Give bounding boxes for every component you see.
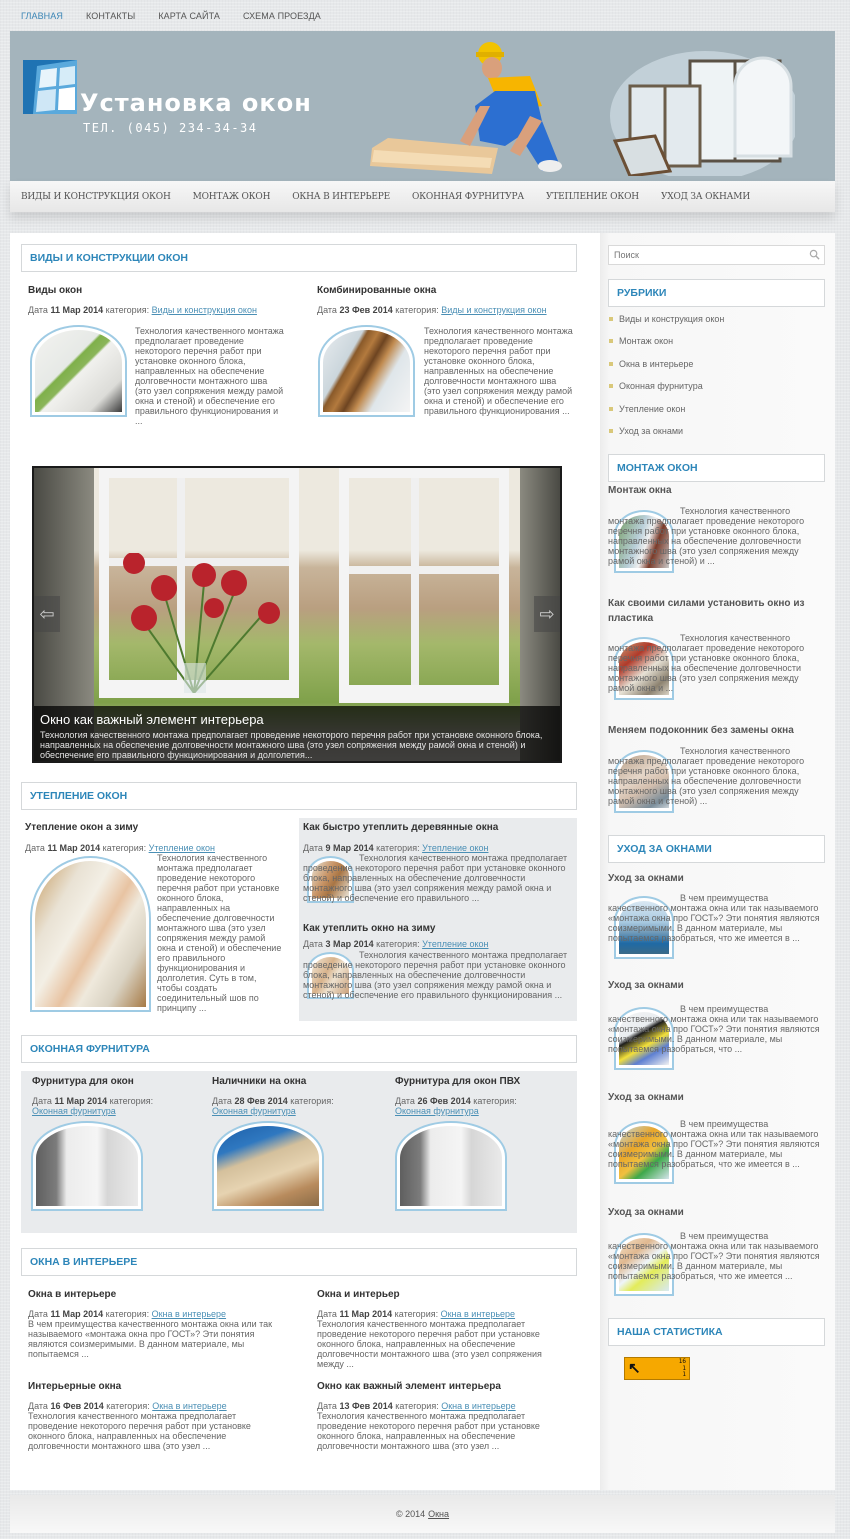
category-link[interactable]: Утепление окон: [148, 843, 216, 853]
post-date: 16 Фев 2014: [50, 1401, 104, 1411]
post-meta: [25, 843, 285, 853]
post-date: 13 Фев 2014: [339, 1401, 393, 1411]
post-date: 11 Мар 2014: [54, 1096, 108, 1106]
sidebar-post-excerpt: В чем преимущества качественного монтажа окна или так называемого «монтажа окна про ГОСТ»? Эти понятия являются соизмеримыми. В данном материале, мы попытаемся разобраться, что же имеется в ...: [608, 1119, 820, 1169]
sidebar-post-title[interactable]: Уход за окнами: [608, 1092, 684, 1103]
sidebar-title-stats: НАША СТАТИСТИКА: [608, 1318, 825, 1346]
post-meta: [28, 305, 278, 315]
footer-copyright: © 2014: [395, 1509, 426, 1519]
category-label: категория:: [106, 1401, 150, 1411]
rubric-item[interactable]: [609, 314, 724, 324]
main-nav-interior[interactable]: ОКНА В ИНТЕРЬЕРЕ: [292, 191, 390, 202]
post-thumbnail[interactable]: [30, 325, 127, 417]
rubric-item[interactable]: [609, 336, 673, 346]
main-nav-insulation[interactable]: УТЕПЛЕНИЕ ОКОН: [546, 191, 639, 202]
post-date: 3 Мар 2014: [325, 939, 374, 949]
main-nav: [10, 181, 835, 212]
category-link[interactable]: Оконная фурнитура: [32, 1106, 116, 1116]
bullet-icon: [609, 317, 613, 321]
date-label: Дата: [395, 1096, 415, 1106]
rubric-label[interactable]: Окна в интерьере: [619, 359, 694, 369]
main-nav-hardware[interactable]: ОКОННАЯ ФУРНИТУРА: [411, 191, 525, 202]
arrow-up-left-icon: ↖: [628, 1360, 641, 1377]
post-meta: [317, 1309, 577, 1319]
category-label: категория:: [395, 305, 439, 315]
category-label: категория:: [395, 1401, 439, 1411]
post-meta: [395, 1096, 535, 1116]
category-link[interactable]: Окна в интерьере: [152, 1401, 227, 1411]
date-label: Дата: [317, 1401, 337, 1411]
post-excerpt: Технология качественного монтажа предполагает проведение некоторого перечня работ при установке оконного блока, направленных на обеспечение долговечности монтажного шва (это узел ...: [317, 1411, 540, 1451]
window-logo-icon[interactable]: [23, 60, 77, 114]
top-nav: [21, 11, 344, 21]
slider-caption-text: Технология качественного монтажа предполагает проведение некоторого перечня работ при установке оконного блока, направленных на обеспечение долговечности монтажного шва (это узел сопряжения между рамой окна и стеной) и обеспечение его правильного функционирования и долголетия...: [40, 730, 543, 760]
rubric-item[interactable]: [609, 381, 703, 391]
post-title[interactable]: Окна в интерьере: [28, 1289, 117, 1300]
post-title[interactable]: Окна и интерьер: [317, 1289, 400, 1300]
post-title[interactable]: Как утеплить окно на зиму: [303, 923, 436, 934]
post-meta: [28, 1401, 288, 1411]
date-label: Дата: [212, 1096, 232, 1106]
category-label: категория:: [376, 843, 420, 853]
sidebar-post-excerpt: Технология качественного монтажа предполагает проведение некоторого перечня работ при установке оконного блока, направленных на обеспечение долговечности монтажного шва (это узел сопряжения между рамой окна и стеной) и ...: [608, 506, 805, 566]
date-label: Дата: [32, 1096, 52, 1106]
post-date: 9 Мар 2014: [325, 843, 374, 853]
post-excerpt: Технология качественного монтажа предполагает проведение некоторого перечня работ при установке оконного блока, направленных на обеспечение долговечности монтажного шва (это узел сопряжения между рамой окна и стеной) и обеспечение его правильного функционирования ...: [424, 326, 573, 416]
search-icon[interactable]: [809, 249, 820, 260]
rubric-item[interactable]: [609, 359, 693, 369]
post-excerpt: Технология качественного монтажа предполагает проведение некоторого перечня работ при установке оконного блока, направленных на обеспечение долговечности монтажного шва (это узел сопряжения между рамой окна и стеной) и обеспечение его правильного функционирования и долголетия. Суть в том, чтобы создать соединительный шов по принципу ...: [157, 853, 282, 1013]
section-title-hardware: ОКОННАЯ ФУРНИТУРА: [21, 1035, 577, 1063]
post-excerpt: Технология качественного монтажа предполагает проведение некоторого перечня работ при установке оконного блока, направленных на обеспечение долговечности монтажного шва (это узел сопряжения между рамой окна и стеной) и обеспечение его правильного ...: [303, 853, 568, 903]
post-excerpt: Технология качественного монтажа предполагает проведение некоторого перечня работ при установке оконного блока, направленных на обеспечение долговечности монтажного шва (это узел сопряжения между рамой окна и стеной) и обеспечение его правильного функционирования ...: [303, 950, 568, 1000]
post-meta: [317, 305, 567, 315]
sidebar-post-title[interactable]: Как своими силами установить окно из пластика: [608, 598, 805, 624]
post-meta: [32, 1096, 172, 1116]
section-title-insulation: УТЕПЛЕНИЕ ОКОН: [21, 782, 577, 810]
post-title[interactable]: Фурнитура для окон: [32, 1076, 134, 1087]
category-link[interactable]: Утепление окон: [422, 843, 489, 853]
category-link[interactable]: Окна в интерьере: [151, 1309, 227, 1319]
bullet-icon: [609, 384, 613, 388]
arrow-right-icon: ⇨: [539, 603, 555, 624]
category-link[interactable]: Оконная фурнитура: [395, 1106, 479, 1116]
post-excerpt: Технология качественного монтажа предполагает проведение некоторого перечня работ при установке оконного блока, направленных на обеспечение долговечности монтажного шва (это узел сопряжения между ...: [317, 1319, 542, 1369]
post-thumbnail[interactable]: [30, 856, 151, 1012]
category-link[interactable]: Виды и конструкция окон: [441, 305, 547, 315]
search-box: [608, 245, 825, 265]
counter-line: 1: [682, 1364, 686, 1372]
category-label: категория:: [376, 939, 420, 949]
top-nav-home[interactable]: ГЛАВНАЯ: [21, 11, 63, 21]
post-title[interactable]: Интерьерные окна: [28, 1381, 122, 1392]
date-label: Дата: [317, 1309, 337, 1319]
post-title[interactable]: Как быстро утеплить деревянные окна: [303, 822, 499, 833]
header-phone: ТЕЛ. (045) 234-34-34: [83, 121, 258, 135]
post-date: 11 Мар 2014: [339, 1309, 393, 1319]
rubric-label[interactable]: Виды и конструкция окон: [619, 314, 725, 324]
post-date: 11 Мар 2014: [47, 843, 101, 853]
site-logo-text: Установка окон: [80, 89, 312, 117]
counter-line: 1: [682, 1371, 686, 1378]
category-label: категория:: [473, 1096, 517, 1106]
arrow-left-icon: ⇦: [39, 603, 55, 624]
slider-window-right: [339, 468, 509, 703]
rubric-label[interactable]: Утепление окон: [619, 404, 686, 414]
rubric-label[interactable]: Оконная фурнитура: [619, 381, 703, 391]
post-excerpt: В чем преимущества качественного монтажа окна или так называемого «монтажа окна про ГОСТ»? Эти понятия являются соизмеримыми. В данном материале, мы попытаемся ...: [28, 1319, 273, 1359]
post-date: 26 Фев 2014: [417, 1096, 471, 1106]
sidebar-post-title[interactable]: Меняем подоконник без замены окна: [608, 725, 794, 736]
post-title[interactable]: Комбинированные окна: [317, 285, 437, 296]
date-label: Дата: [303, 939, 323, 949]
counter-values: [679, 1359, 686, 1379]
category-label: категория:: [394, 1309, 439, 1319]
post-date: 11 Мар 2014: [50, 305, 104, 315]
slider-caption-title[interactable]: Окно как важный элемент интерьера: [40, 712, 264, 727]
section-title-interior: ОКНА В ИНТЕРЬЕРЕ: [21, 1248, 577, 1276]
section-title-types: ВИДЫ И КОНСТРУКЦИИ ОКОН: [21, 244, 577, 272]
slider-next-button[interactable]: [534, 596, 560, 632]
slider-prev-button[interactable]: [34, 596, 60, 632]
sidebar: [600, 233, 835, 1490]
category-label: категория:: [102, 843, 147, 853]
category-link[interactable]: Виды и конструкция окон: [151, 305, 257, 315]
date-label: Дата: [28, 1401, 48, 1411]
search-input[interactable]: [609, 246, 799, 264]
date-label: Дата: [28, 305, 48, 315]
sidebar-post-title[interactable]: Монтаж окна: [608, 485, 672, 496]
post-meta: [28, 1309, 288, 1319]
windows-illustration: [595, 46, 795, 176]
sidebar-post-title[interactable]: Уход за окнами: [608, 873, 684, 884]
category-link[interactable]: Оконная фурнитура: [212, 1106, 296, 1116]
post-date: 28 Фев 2014: [234, 1096, 288, 1106]
main-nav-montage[interactable]: МОНТАЖ ОКОН: [192, 191, 271, 202]
footer-site-link[interactable]: Окна: [428, 1509, 450, 1519]
sidebar-post-excerpt: В чем преимущества качественного монтажа окна или так называемого «монтажа окна про ГОСТ»? Эти понятия являются соизмеримыми. В данном материале, мы попытаемся разобраться, что же имеется в ...: [608, 893, 820, 943]
featured-slider[interactable]: [32, 466, 562, 763]
bullet-icon: [609, 429, 613, 433]
sidebar-post-title[interactable]: Уход за окнами: [608, 980, 684, 991]
post-meta: [317, 1401, 577, 1411]
sidebar-post-excerpt: Технология качественного монтажа предполагает проведение некоторого перечня работ при установке оконного блока, направленных на обеспечение долговечности монтажного шва (это узел сопряжения между рамой окна и стеной) ...: [608, 746, 805, 806]
rubric-item[interactable]: [609, 426, 683, 436]
sidebar-title-care: УХОД ЗА ОКНАМИ: [608, 835, 825, 863]
main-nav-care[interactable]: УХОД ЗА ОКНАМИ: [660, 191, 750, 202]
bullet-icon: [609, 362, 613, 366]
post-title[interactable]: Наличники на окна: [212, 1076, 307, 1087]
bullet-icon: [609, 339, 613, 343]
sidebar-post-excerpt: В чем преимущества качественного монтажа окна или так называемого «монтажа окна про ГОСТ»? Эти понятия являются соизмеримыми. В данном материале, мы попытаемся разобраться, что ...: [608, 1004, 820, 1054]
post-title[interactable]: Фурнитура для окон ПВХ: [395, 1076, 521, 1087]
post-thumbnail[interactable]: [395, 1121, 507, 1211]
main-nav-types[interactable]: ВИДЫ И КОНСТРУКЦИЯ ОКОН: [21, 191, 171, 202]
category-link[interactable]: Окна в интерьере: [441, 1401, 516, 1411]
sidebar-post-title[interactable]: Уход за окнами: [608, 1207, 684, 1218]
counter-line: 16: [678, 1358, 686, 1365]
category-link[interactable]: Окна в интерьере: [440, 1309, 516, 1319]
post-excerpt: Технология качественного монтажа предполагает проведение некоторого перечня работ при установке оконного блока, направленных на обеспечение долговечности монтажного шва (это узел сопряжения между рамой окна и стеной) и обеспечение его правильного функционирования и ...: [135, 326, 284, 426]
top-nav-contacts[interactable]: КОНТАКТЫ: [85, 11, 136, 21]
bullet-icon: [609, 407, 613, 411]
post-thumbnail[interactable]: [31, 1121, 143, 1211]
post-date: 11 Мар 2014: [50, 1309, 104, 1319]
stats-counter[interactable]: [624, 1357, 690, 1380]
post-meta: [303, 939, 573, 949]
date-label: Дата: [303, 843, 323, 853]
date-label: Дата: [317, 305, 337, 315]
category-label: категория:: [105, 305, 150, 315]
flowers-image: [104, 553, 284, 693]
category-link[interactable]: Утепление окон: [422, 939, 489, 949]
post-meta: [212, 1096, 352, 1116]
sidebar-title-rubrics: РУБРИКИ: [608, 279, 825, 307]
rubric-label[interactable]: Монтаж окон: [619, 336, 674, 346]
category-label: категория:: [290, 1096, 334, 1106]
worker-illustration: [370, 36, 570, 176]
post-excerpt: Технология качественного монтажа предполагает проведение некоторого перечня работ при установке оконного блока, направленных на обеспечение долговечности монтажного шва (это узел ...: [28, 1411, 251, 1451]
rubric-item[interactable]: [609, 404, 685, 414]
post-thumbnail[interactable]: [318, 325, 415, 417]
category-label: категория:: [105, 1309, 150, 1319]
main-content: [10, 233, 600, 1490]
footer: [10, 1495, 835, 1533]
header-banner: [10, 31, 835, 181]
post-title[interactable]: Утепление окон а зиму: [25, 822, 139, 833]
slider-caption: [34, 706, 560, 761]
post-date: 23 Фев 2014: [339, 305, 393, 315]
post-title[interactable]: Окно как важный элемент интерьера: [317, 1381, 501, 1392]
post-title[interactable]: Виды окон: [28, 285, 83, 296]
post-meta: [303, 843, 573, 853]
top-nav-sitemap[interactable]: КАРТА САЙТА: [158, 11, 220, 21]
date-label: Дата: [28, 1309, 48, 1319]
top-nav-directions[interactable]: СХЕМА ПРОЕЗДА: [242, 11, 321, 21]
sidebar-post-excerpt: Технология качественного монтажа предполагает проведение некоторого перечня работ при установке оконного блока, направленных на обеспечение долговечности монтажного шва (это узел сопряжения между рамой окна и ...: [608, 633, 805, 693]
sidebar-title-montage: МОНТАЖ ОКОН: [608, 454, 825, 482]
date-label: Дата: [25, 843, 45, 853]
category-label: категория:: [109, 1096, 154, 1106]
rubric-label[interactable]: Уход за окнами: [619, 426, 684, 436]
post-thumbnail[interactable]: [212, 1121, 324, 1211]
sidebar-post-excerpt: В чем преимущества качественного монтажа окна или так называемого «монтажа окна про ГОСТ»? Эти понятия являются соизмеримыми. В данном материале, мы попытаемся разобраться, что же имеется ...: [608, 1231, 820, 1281]
